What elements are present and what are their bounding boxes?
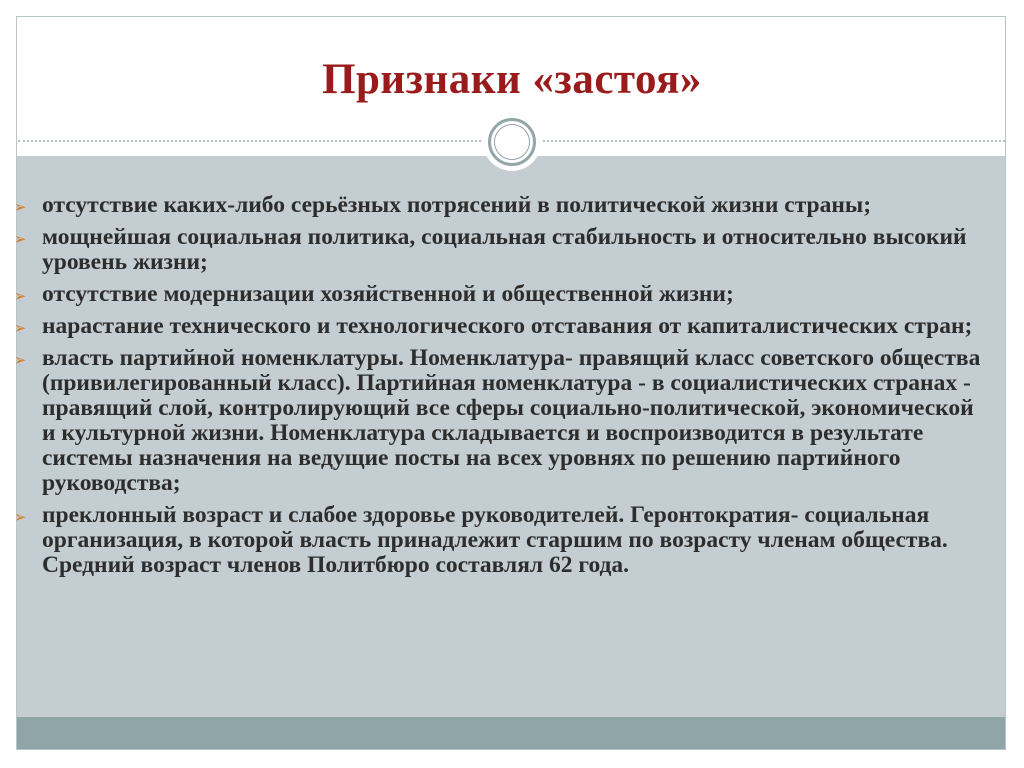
arrow-bullet-icon: ➢ [14, 508, 27, 526]
bullet-text: власть партийной номенклатуры. Номенклатура- правящий класс советского общества (привилегированный класс). Партийная номенклатура - в социалистических странах - правящий слой, контролирующий все сферы социально-политической, экономической и культурной жизни. Номенклатура складывается и воспроизводится в результате системы назначения на ведущие посты на всех уровнях по решению партийного руководства; [42, 345, 981, 496]
bullet-text: преклонный возраст и слабое здоровье руководителей. Геронтократия- социальная организация, в которой власть принадлежит старшим по возрасту членам общества. [42, 502, 948, 553]
bullet-item [14, 503, 989, 578]
bullet-extra-text: Средний возраст членов Политбюро составлял 62 года. [42, 552, 630, 578]
bullet-item [14, 346, 989, 496]
bullet-text: нарастание технического и технологического отставания от капиталистических стран; [42, 313, 973, 339]
bullet-item [14, 193, 989, 218]
slide-title: Признаки «застоя» [322, 56, 702, 103]
arrow-bullet-icon: ➢ [14, 230, 27, 248]
bullet-text: отсутствие модернизации хозяйственной и общественной жизни; [42, 281, 734, 307]
arrow-bullet-icon: ➢ [14, 287, 27, 305]
arrow-bullet-icon: ➢ [14, 351, 27, 369]
bullet-text: отсутствие каких-либо серьёзных потрясений в политической жизни страны; [42, 192, 872, 218]
arrow-bullet-icon: ➢ [14, 198, 27, 216]
bullet-text: мощнейшая социальная политика, социальная стабильность и относительно высокий уровень жизни; [42, 224, 967, 275]
bullet-list [14, 193, 989, 585]
footer-band [17, 717, 1005, 749]
bullet-item [14, 282, 989, 307]
bullet-item [14, 225, 989, 275]
arrow-bullet-icon: ➢ [14, 319, 27, 337]
circle-ornament-inner [494, 124, 530, 160]
bullet-item [14, 314, 989, 339]
